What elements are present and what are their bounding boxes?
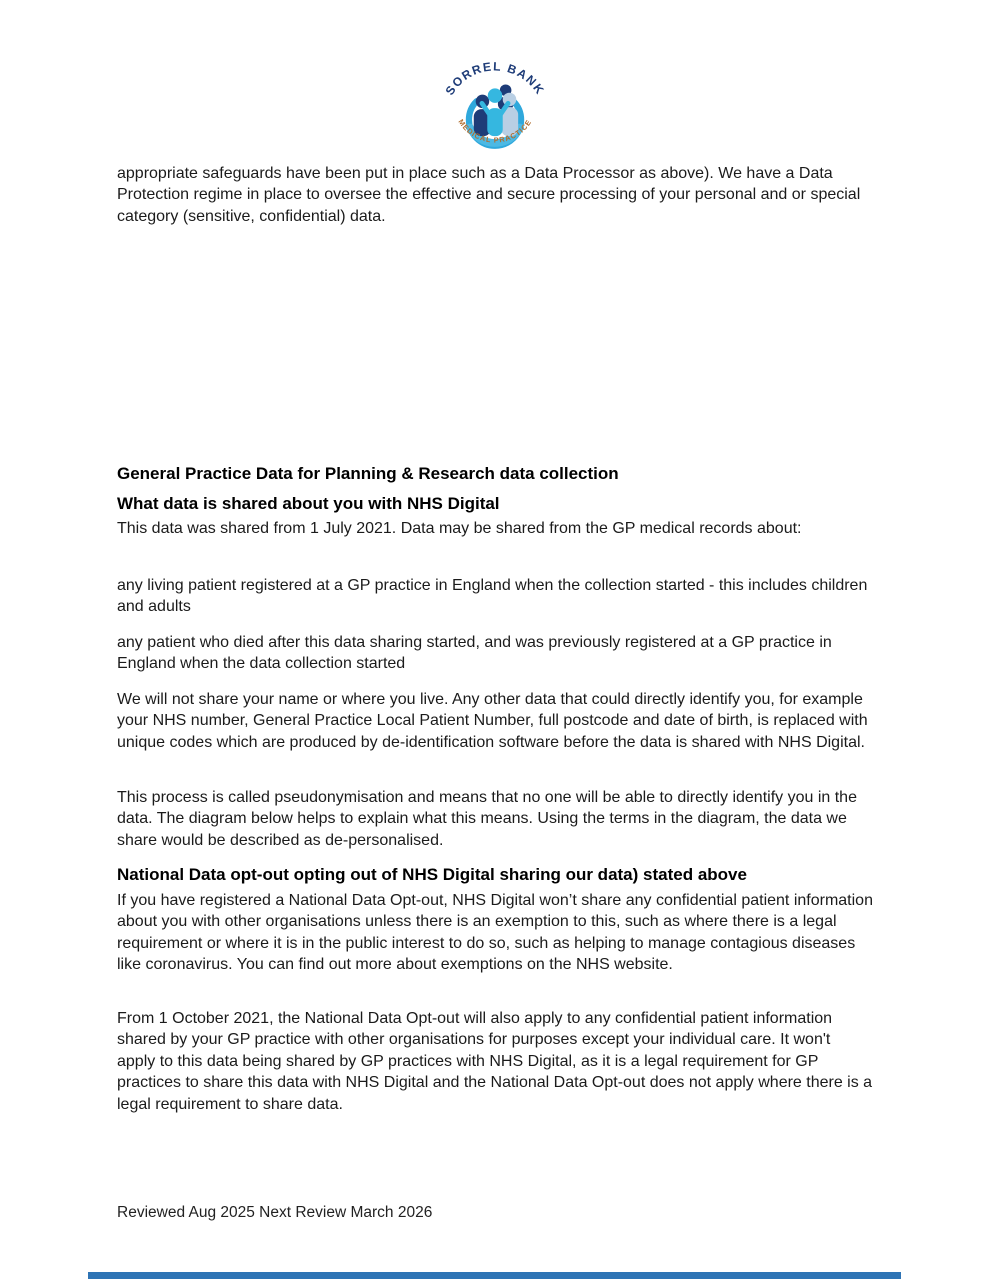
section1-paragraph-living-patient: any living patient registered at a GP practice in England when the collection started - this includes children and adults — [117, 577, 868, 616]
logo-wordmark-top: SORREL BANK — [442, 59, 547, 98]
section2-paragraph-october-2021: From 1 October 2021, the National Data Opt-out will also apply to any confidential patient information shared by your GP practice with other organisations for purposes except your individual care. It won't apply to this data being shared by GP practices with NHS Digital, as it is a legal requirement for GP practices to share this data with NHS Digital and the National Data Opt-out does not apply where there is a legal requirement to share data. — [117, 1010, 873, 1113]
section1-paragraph-not-share-name: We will not share your name or where you live. Any other data that could directly identify you, for example your NHS number, General Practice Local Patient Number, full postcode and date of birth, is replaced with unique codes which are produced by de-identification software before the data is shared with NHS Digital. — [117, 691, 868, 751]
section1-paragraph-pseudonymisation: This process is called pseudonymisation and means that no one will be able to directly identify you in the data. The diagram below helps to explain what this means. Using the terms in the diagram, the data we share would be described as de-personalised. — [117, 789, 857, 849]
section1-title: General Practice Data for Planning & Research data collection — [117, 464, 619, 483]
intro-paragraph: appropriate safeguards have been put in place such as a Data Processor as above). We have a Data Protection regime in place to oversee the effective and secure processing of your personal and or special category (sensitive, confidential) data. — [117, 165, 861, 225]
section2-title: National Data opt-out opting out of NHS Digital sharing our data) stated above — [117, 865, 747, 884]
section1-paragraph-shared-from: This data was shared from 1 July 2021. Data may be shared from the GP medical records about: — [117, 520, 802, 537]
review-date-footer: Reviewed Aug 2025 Next Review March 2026 — [117, 1204, 433, 1221]
section1-paragraph-died-patient: any patient who died after this data sharing started, and was previously registered at a GP practice in England when the data collection started — [117, 634, 832, 673]
section2-paragraph-opt-out: If you have registered a National Data Opt-out, NHS Digital won’t share any confidential patient information about you with other organisations unless there is an exemption to this, such as where there is a legal requirement or where it is in the public interest to do so, such as helping to manage contagious diseases like coronavirus. You can find out more about exemptions on the NHS website. — [117, 892, 873, 974]
practice-logo-icon — [437, 56, 553, 168]
footer-accent-bar — [88, 1272, 901, 1279]
section1-subtitle: What data is shared about you with NHS Digital — [117, 494, 500, 513]
logo-wordmark-bottom: MEDICAL PRACTICE — [455, 117, 533, 145]
